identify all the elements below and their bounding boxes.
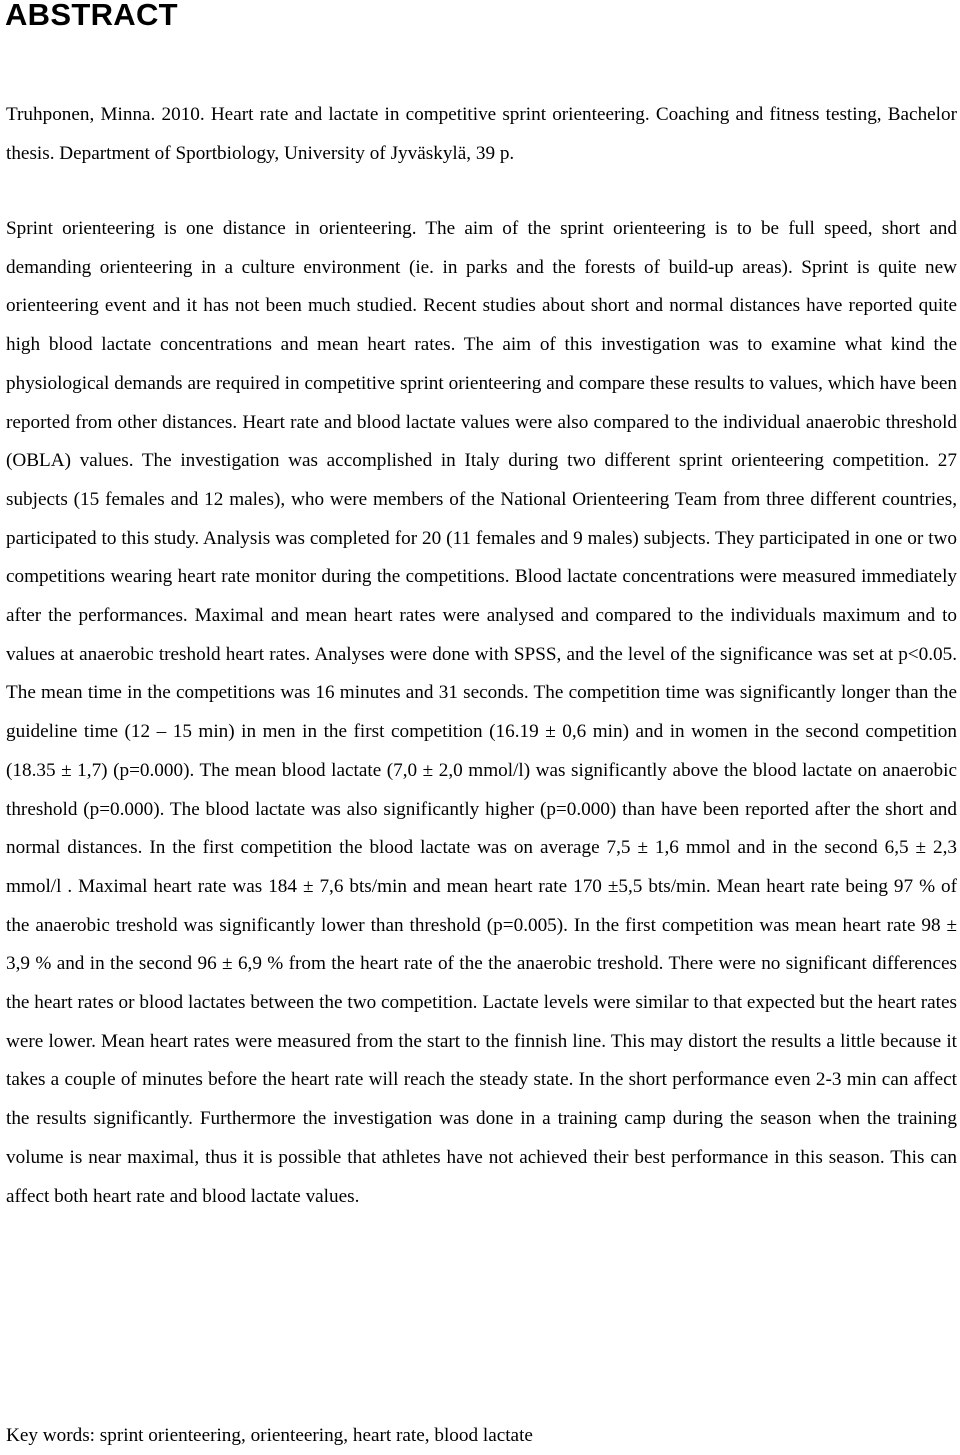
keywords-line: Key words: sprint orienteering, orienteering, heart rate, blood lactate [6, 1425, 533, 1446]
abstract-body-paragraph: Sprint orienteering is one distance in orienteering. The aim of the sprint orienteering is to be full speed, short and demanding orienteering in a culture environment (ie. in parks and the forests of build-up areas). Sprint is quite new orienteering event and it has not been much studied. Recent studies about short and normal distances have reported quite high blood lactate concentrations and mean heart rates. The aim of this investigation was to examine what kind the physiological demands are required in competitive sprint orienteering and compare these results to values, which have been reported from other distances. Heart rate and blood lactate values were also compared to the individual anaerobic threshold (OBLA) values. The investigation was accomplished in Italy during two different sprint orienteering competition. 27 subjects (15 females and 12 males), who were members of the National Orienteering Team from three different countries, participated to this study. Analysis was completed for 20 (11 females and 9 males) subjects. They participated in one or two competitions wearing heart rate monitor during the competitions. Blood lactate concentrations were measured immediately after the performances. Maximal and mean heart rates were analysed and compared to the individuals maximum and to values at anaerobic treshold heart rates. Analyses were done with SPSS, and the level of the significance was set at p<0.05. The mean time in the competitions was 16 minutes and 31 seconds. The competition time was significantly longer than the guideline time (12 – 15 min) in men in the first competition (16.19 ± 0,6 min) and in women in the second competition (18.35 ± 1,7) (p=0.000). The mean blood lactate (7,0 ± 2,0 mmol/l) was significantly above the blood lactate on anaerobic threshold (p=0.000). The blood lactate was also significantly higher (p=0.000) than have been reported after the short and normal distances. In the first competition the blood lactate was on average 7,5 ± 1,6 mmol and in the second 6,5 ± 2,3 mmol/l . Maximal heart rate was 184 ± 7,6 bts/min and mean heart rate 170 ±5,5 bts/min. Mean heart rate being 97 % of the anaerobic treshold was significantly lower than threshold (p=0.005). In the first competition was mean heart rate 98 ± 3,9 % and in the second 96 ± 6,9 % from the heart rate of the the anaerobic treshold. There were no significant differences the heart rates or blood lactates between the two competition. Lactate levels were similar to that expected but the heart rates were lower. Mean heart rates were measured from the start to the finnish line. This may distort the results a little because it takes a couple of minutes before the heart rate will reach the steady state. In the short performance even 2-3 min can affect the results significantly. Furthermore the investigation was done in a training camp during the season when the training volume is near maximal, thus it is possible that athletes have not achieved their best performance in this season. This can affect both heart rate and blood lactate values. [6, 218, 957, 1207]
abstract-heading: ABSTRACT [5, 0, 178, 32]
citation-paragraph: Truhponen, Minna. 2010. Heart rate and lactate in competitive sprint orienteering. Coaching and fitness testing, Bachelor thesis. Department of Sportbiology, University of Jyväskylä, 39 p. [6, 104, 957, 164]
